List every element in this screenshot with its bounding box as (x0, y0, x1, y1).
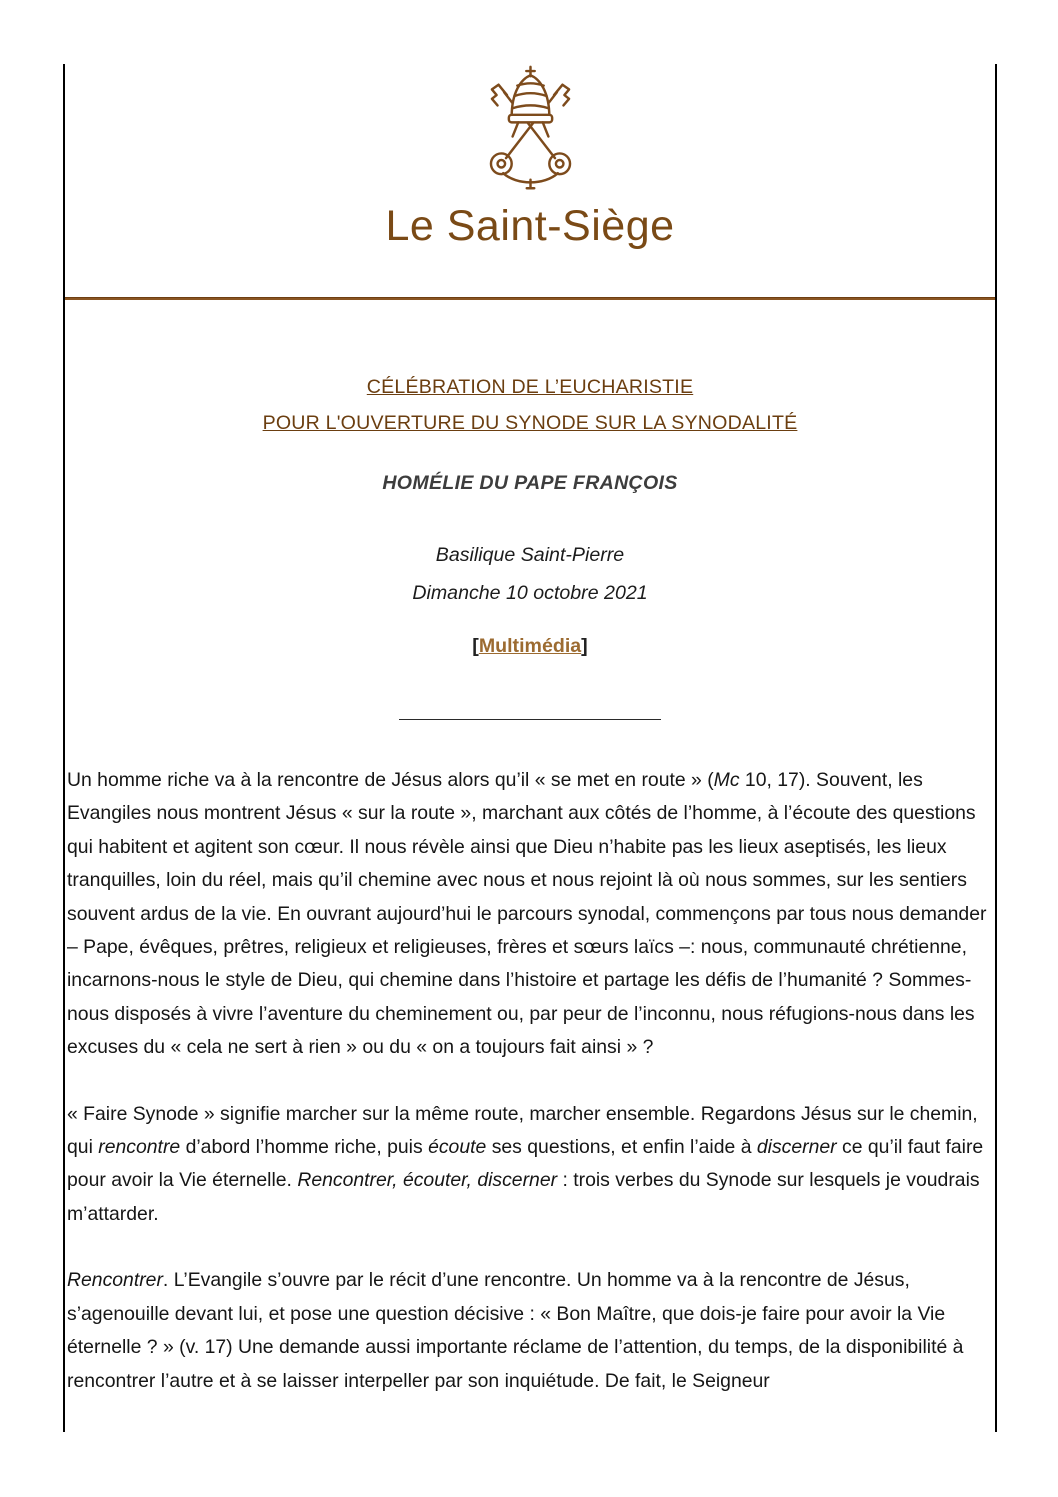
homily-body (67, 764, 993, 1431)
paragraph-1: Un homme riche va à la rencontre de Jésus alors qu’il « se met en route » (Mc 10, 17). Souvent, les Evangiles nous montrent Jésus « sur la route », marchant aux côtés de l’homme, à l’écoute des questions qui habitent et agitent son cœur. Il nous révèle ainsi que Dieu n’habite pas les lieux aseptisés, les lieux tranquilles, loin du réel, mais qu’il chemine avec nous et nous rejoint là où nous sommes, sur les sentiers souvent ardus de la vie. En ouvrant aujourd’hui le parcours synodal, commençons par tous nous demander – Pape, évêques, prêtres, religieux et religieuses, frères et sœurs laïcs –: nous, communauté chrétienne, incarnons-nous le style de Dieu, qui chemine dans l’histoire et partage les défis de l’humanité ? Sommes-nous disposés à vivre l’aventure du cheminement ou, par peur de l’inconnu, nous réfugions-nous dans les excuses du « cela ne sert à rien » ou du « on a toujours fait ainsi » ? (67, 769, 987, 1059)
multimedia-link[interactable]: Multimédia (478, 635, 582, 657)
page-frame (63, 64, 997, 1432)
document-title-link-line1[interactable]: CÉLÉBRATION DE L’EUCHARISTIE (366, 376, 694, 398)
papal-tiara-crossed-keys-icon (474, 64, 587, 192)
document-title (65, 369, 995, 441)
site-logo (65, 64, 995, 197)
venue: Basilique Saint-Pierre (435, 544, 625, 566)
paragraph-3: Rencontrer. L’Evangile s’ouvre par le récit d’une rencontre. Un homme va à la rencontre de Jésus, s’agenouille devant lui, et pose une question décisive : « Bon Maître, que dois-je faire pour avoir la Vie éternelle ? » (v. 17) Une demande aussi importante réclame de l’attention, du temps, de la disponibilité à rencontrer l’autre et à se laisser interpeller par son inquiétude. De fait, le Seigneur (67, 1269, 964, 1392)
site-title: Le Saint-Siège (385, 202, 675, 250)
header-divider-rule (65, 297, 995, 300)
multimedia-open-bracket: [ (472, 635, 479, 657)
multimedia-close-bracket: ] (581, 635, 588, 657)
section-divider-line (399, 719, 661, 720)
document-title-link-line2[interactable]: POUR L'OUVERTURE DU SYNODE SUR LA SYNODALITÉ (262, 412, 798, 434)
date: Dimanche 10 octobre 2021 (412, 582, 648, 604)
multimedia-block (65, 635, 995, 658)
paragraph-2: « Faire Synode » signifie marcher sur la même route, marcher ensemble. Regardons Jésus sur le chemin, qui rencontre d’abord l’homme riche, puis écoute ses questions, et enfin l’aide à discerner ce qu’il faut faire pour avoir la Vie éternelle. Rencontrer, écouter, discerner : trois verbes du Synode sur lesquels je voudrais m’attarder. (67, 1102, 984, 1225)
document-subtitle: HOMÉLIE DU PAPE FRANÇOIS (382, 472, 678, 494)
venue-date-block (65, 536, 995, 612)
